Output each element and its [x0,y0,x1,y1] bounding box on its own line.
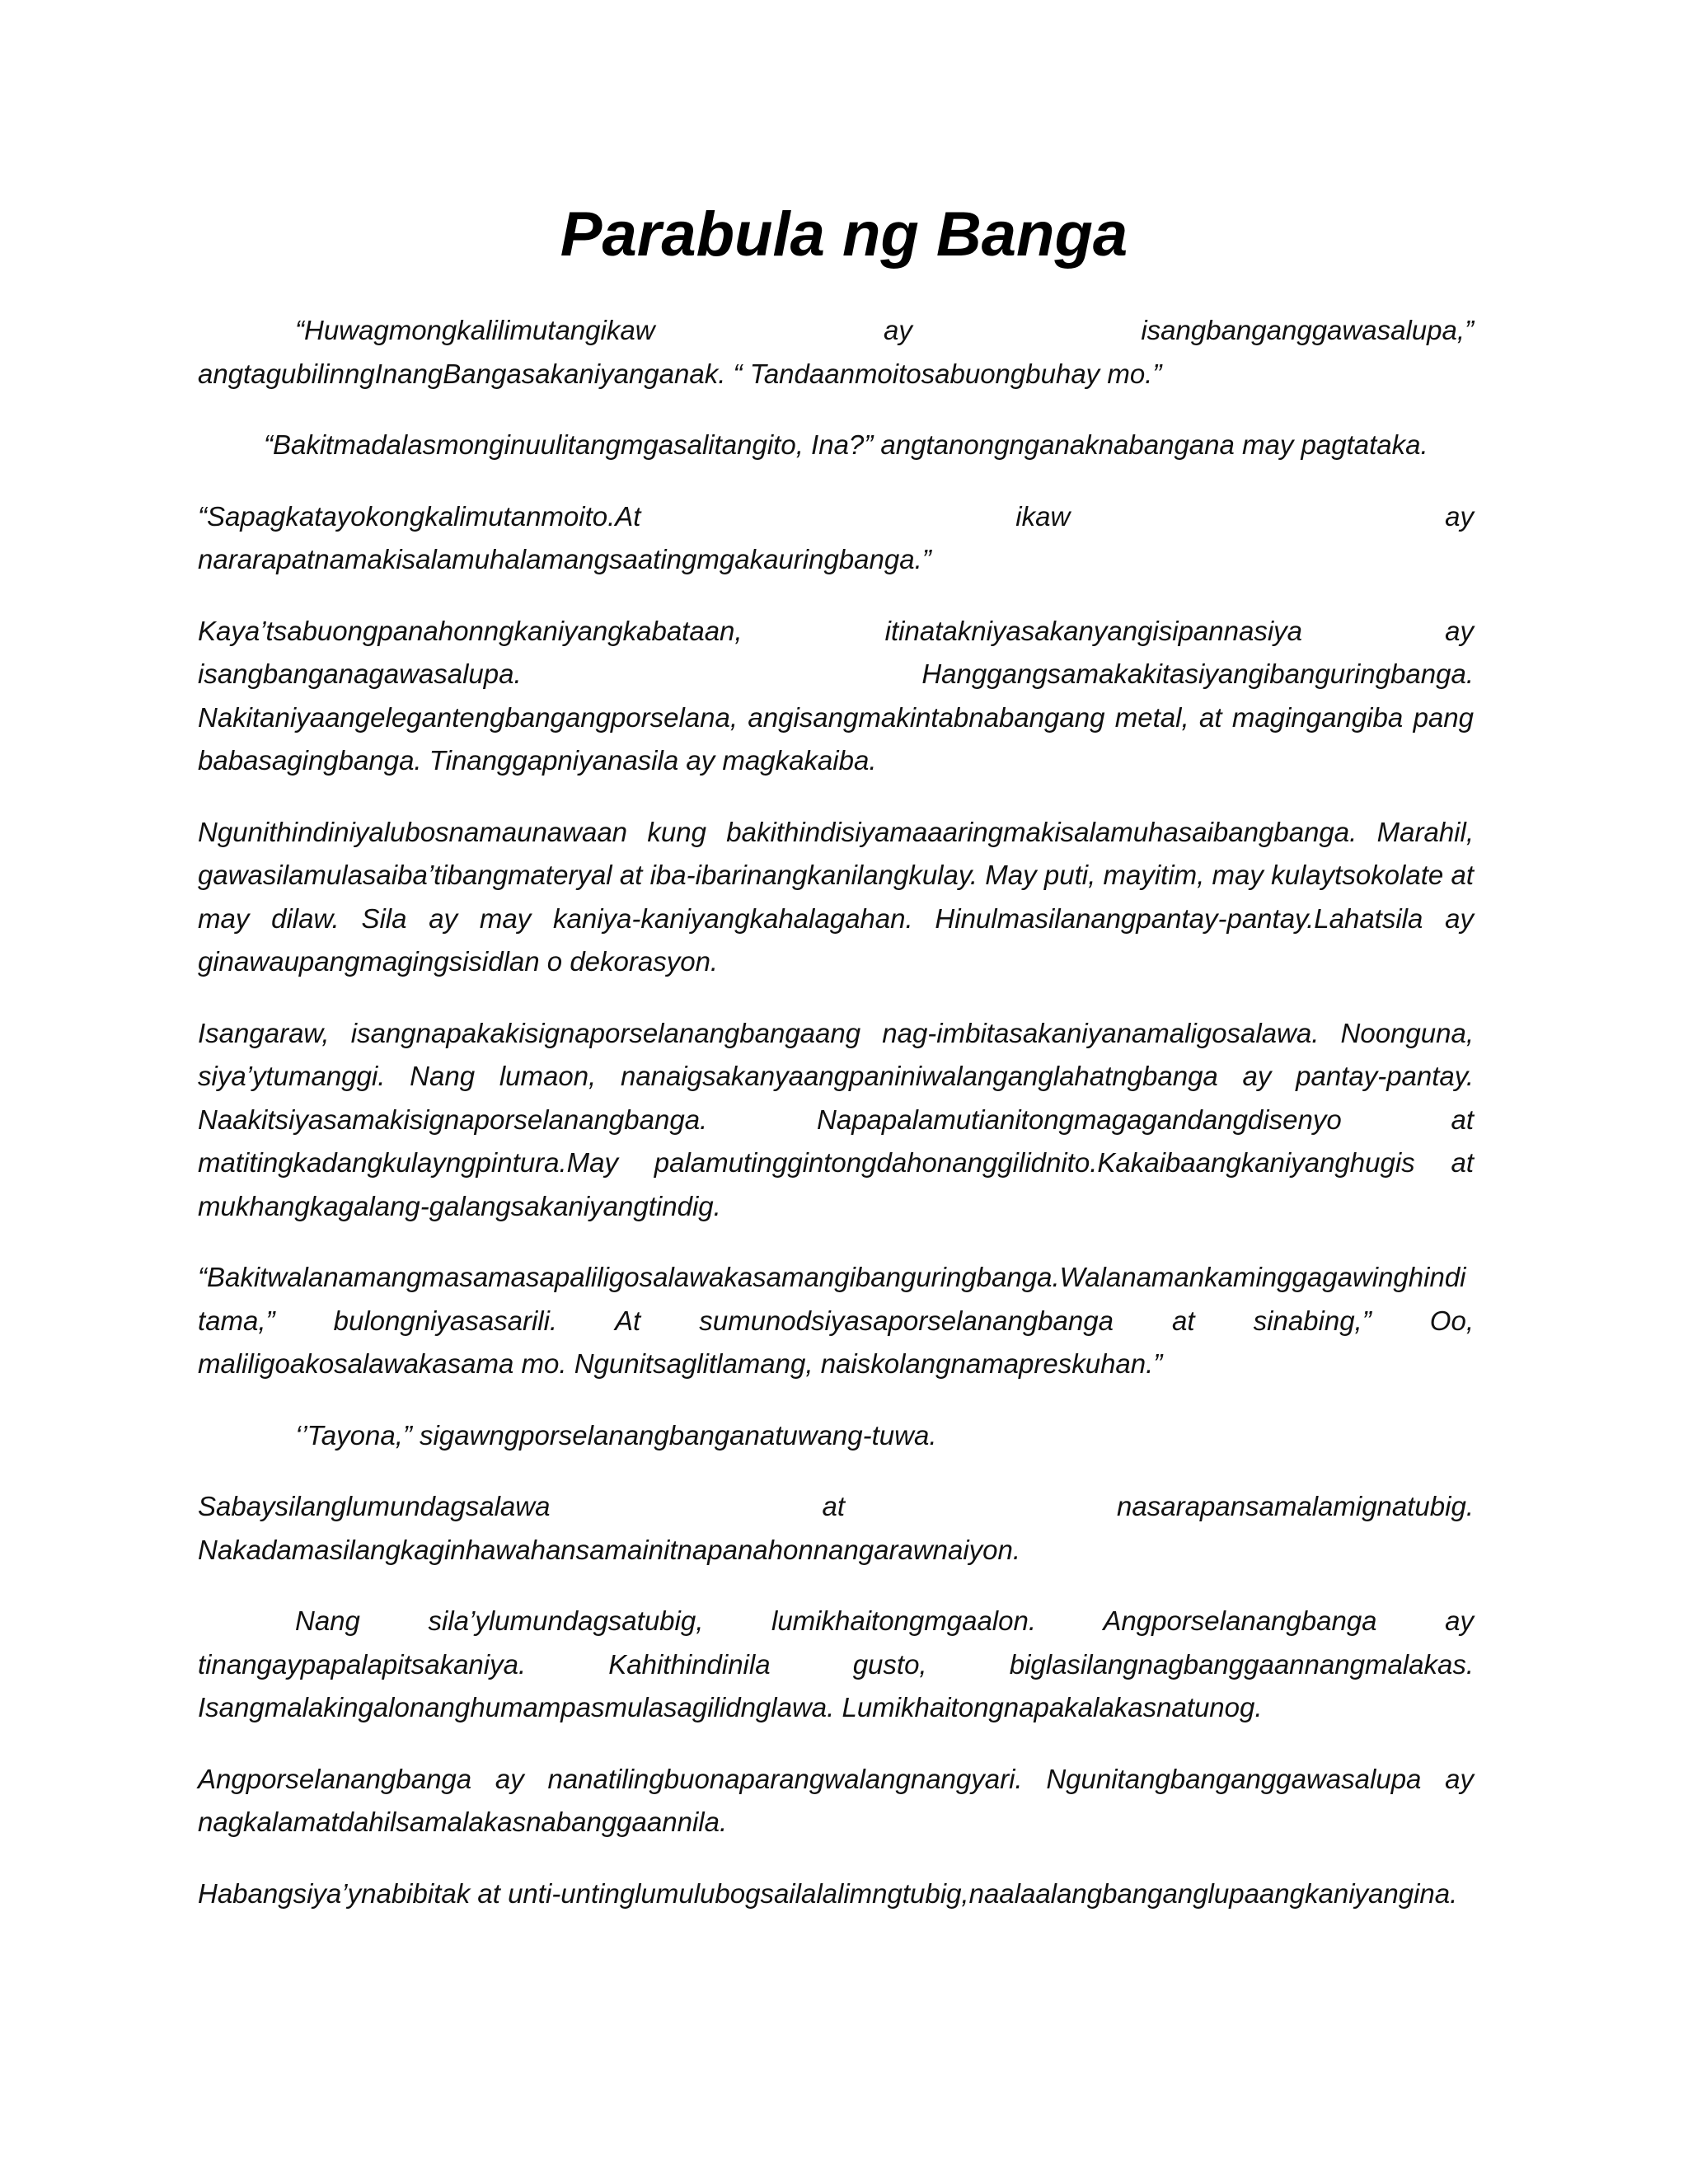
paragraph-7: “Bakitwalanamangmasamasapaliligosalawakasamangibanguringbanga.Walanamankaminggagawinghindi tama,” bulongniyasasarili. At sumunodsiyasaporselanangbanga at sinabing,” Oo, maliligoakosalawakasama mo. Ngunitsaglitlamang, naiskolangnamapreskuhan.” [198,1262,1474,1379]
paragraph-4: Kaya’tsabuongpanahonngkaniyangkabataan, itinatakniyasakanyangisipannasiya ay isangbanganagawasalupa. Hanggangsamakakitasiyangibanguringbanga. Nakitaniyaangelegantengbangangporselana, angisangmakintabnabangang metal, at magingangiba pang babasagingbanga. Tinanggapniyanasila ay magkakaiba. [198,615,1474,776]
paragraph-3: “Sapagkatayokongkalimutanmoito.At ikaw ay nararapatnamakisalamuhalamangsaatingmgakauringbanga.” [198,500,1474,574]
paragraph-10: Nang sila’ylumundagsatubig, lumikhaitongmgaalon. Angporselanangbanga ay tinangaypapalapitsakaniya. Kahithindinila gusto, biglasilangnagbanggaannangmalakas. Isangmalakingalonanghumampasmulasagilidnglawa. Lumikhaitongnapakalakasnatunog. [198,1605,1474,1722]
paragraph-11: Angporselanangbanga ay nanatilingbuonaparangwalangnangyari. Ngunitangbanganggawasalupa ay nagkalamatdahilsamalakasnabanggaannila. [198,1763,1474,1837]
document-page [198,194,1474,1943]
paragraph-8: ‘’Tayona,” sigawngporselanangbanganatuwang-tuwa. [295,1419,937,1451]
paragraph-5: Ngunithindiniyalubosnamaunawaan kung bakithindisiyamaaaringmakisalamuhasaibangbanga. Marahil, gawasilamulasaiba’tibangmateryal at iba-ibarinangkanilangkulay. May puti, mayitim, may kulaytsokolate at may dilaw. Sila ay may kaniya-kaniyangkahalagahan. Hinulmasilanangpantay-pantay.Lahatsila ay ginawaupangmagingsisidlan o dekorasyon. [198,816,1474,977]
document-body [198,309,1474,1915]
paragraph-2: “Bakitmadalasmonginuulitangmgasalitangito, Ina?” angtanongnganaknabangana may pagtataka. [264,429,1428,460]
paragraph-1: “Huwagmongkalilimutangikaw ay isangbanganggawasalupa,” angtagubilinngInangBangasakaniyanganak. “ Tandaanmoitosabuongbuhay mo.” [198,315,1474,389]
paragraph-6: Isangaraw, isangnapakakisignaporselanangbangaang nag-imbitasakaniyanamaligosalawa. Noonguna, siya’ytumanggi. Nang lumaon, nanaigsakanyaangpaniniwalanganglahatngbanga ay pantay-pantay. Naakitsiyasamakisignaporselanangbanga. Napapalamutianitongmagagandangdisenyo at matitingkadangkulayngpintura.May palamutinggintongdahonanggilidnito.Kakaibaangkaniyanghugis at mukhangkagalang-galangsakaniyangtindig. [198,1017,1474,1221]
document-title: Parabula ng Banga [560,199,1128,269]
paragraph-9: Sabaysilanglumundagsalawa at nasarapansamalamignatubig. Nakadamasilangkaginhawahansamainitnapanahonnangarawnaiyon. [198,1491,1474,1565]
paragraph-12: Habangsiya’ynabibitak at unti-untinglumulubogsailalalimngtubig,naalaalangbanganglupaangkaniyangina. [198,1877,1458,1909]
